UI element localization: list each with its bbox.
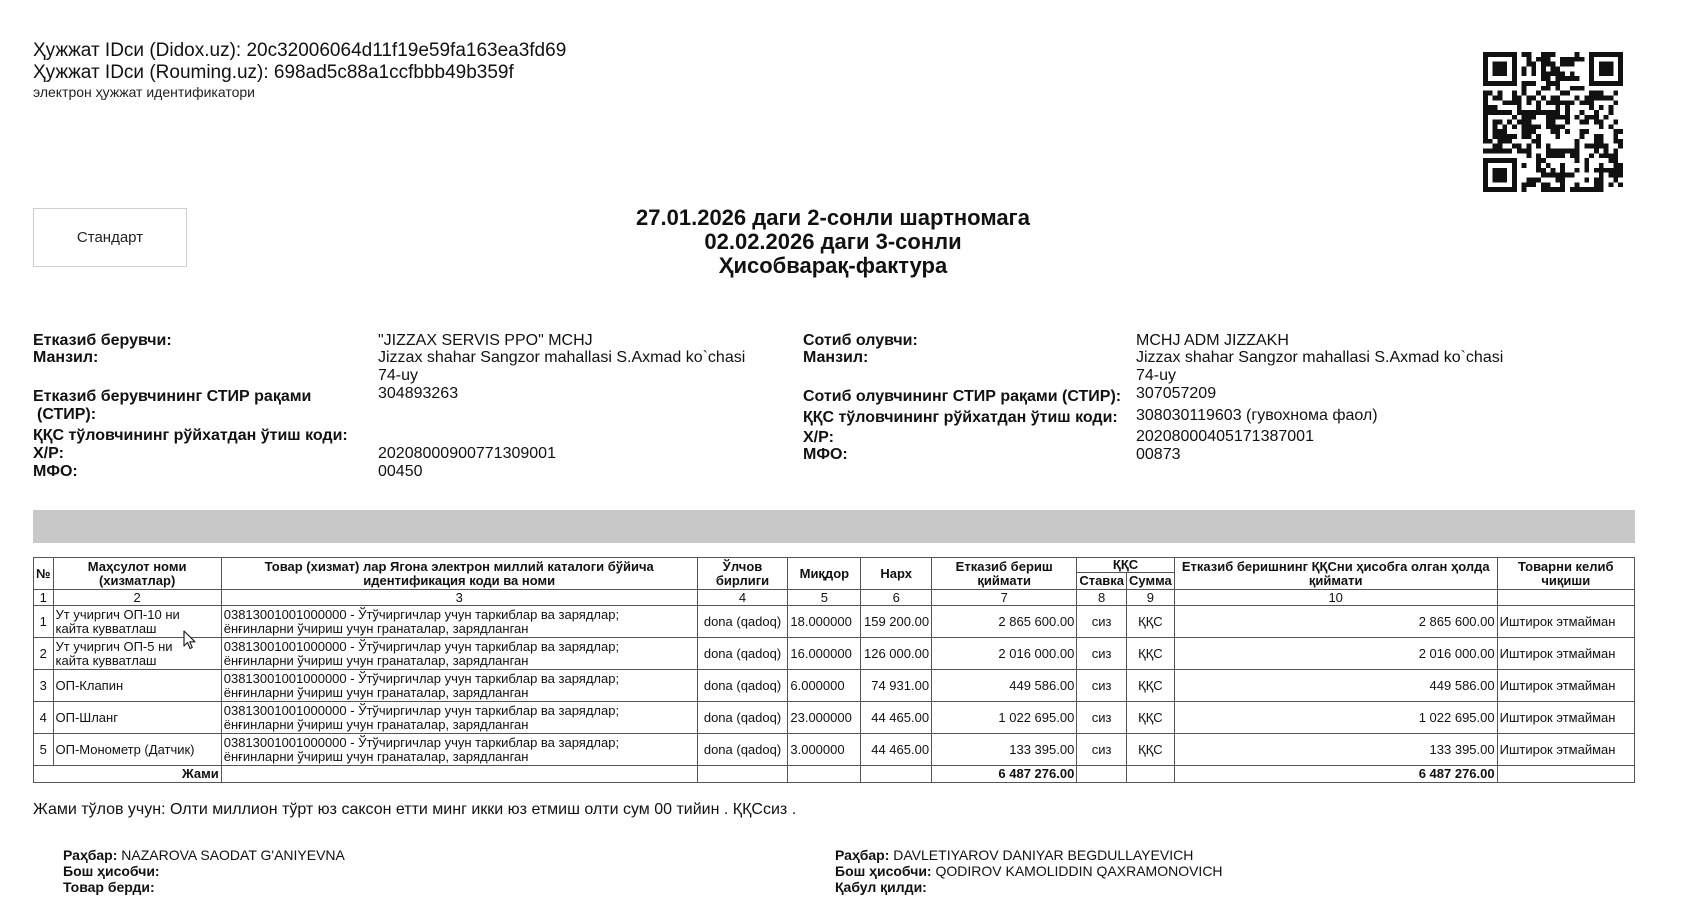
table-row <box>34 606 1635 638</box>
row-product-name: ОП-Шланг <box>53 702 221 734</box>
supplier-address-label: Манзил: <box>33 349 99 366</box>
buyer-address-2: 74-uy <box>1136 367 1177 384</box>
row-vat-sum: ҚҚС <box>1127 734 1175 766</box>
invoice-items-table <box>33 557 1635 783</box>
row-num: 4 <box>34 702 54 734</box>
title-number-line: 02.02.2026 даги 3-сонли <box>704 229 962 254</box>
col-origin-header: Товарни келиб чиқиши <box>1497 558 1634 590</box>
buyer-vat: 308030119603 (гувохнома фаол) <box>1136 407 1378 424</box>
table-index-row <box>34 590 1635 606</box>
title-invoice-line: Ҳисобварақ-фактура <box>718 253 948 278</box>
row-vat-rate: сиз <box>1077 702 1127 734</box>
col-index <box>1497 590 1634 606</box>
row-vat-sum: ҚҚС <box>1127 702 1175 734</box>
supplier-mfo-label: МФО: <box>33 463 78 480</box>
row-price: 44 465.00 <box>861 702 932 734</box>
received-by-label: Қабул қилди: <box>835 879 927 895</box>
row-origin: Иштирок этмайман <box>1497 606 1634 638</box>
col-price-header: Нарх <box>861 558 932 590</box>
row-origin: Иштирок этмайман <box>1497 702 1634 734</box>
supplier-name: "JIZZAX SERVIS PPO" MCHJ <box>378 332 593 349</box>
row-qty: 23.000000 <box>788 702 861 734</box>
supplier-head: NAZAROVA SAODAT G'ANIYEVNA <box>121 847 345 863</box>
buyer-account: 20208000405171387001 <box>1136 428 1314 445</box>
buyer-accountant-label: Бош ҳисобчи: <box>835 863 932 879</box>
col-index: 7 <box>932 590 1077 606</box>
row-total: 2 865 600.00 <box>1174 606 1497 638</box>
col-index: 1 <box>34 590 54 606</box>
row-product-name: Ут учиргич ОП-5 ни кайта кувватлаш <box>53 638 221 670</box>
col-index: 2 <box>53 590 221 606</box>
standard-button[interactable]: Стандарт <box>33 208 187 267</box>
col-qty-header: Миқдор <box>788 558 861 590</box>
row-vat-sum: ҚҚС <box>1127 606 1175 638</box>
col-vat-sum-header: Сумма <box>1127 573 1175 590</box>
row-product-name: ОП-Монометр (Датчик) <box>53 734 221 766</box>
row-price: 159 200.00 <box>861 606 932 638</box>
row-num: 2 <box>34 638 54 670</box>
row-qty: 6.000000 <box>788 670 861 702</box>
supplier-account-label: Х/Р: <box>33 445 64 462</box>
col-vat-rate-header: Ставка <box>1077 573 1127 590</box>
row-product-name: ОП-Клапин <box>53 670 221 702</box>
supplier-tin-label-2: (СТИР): <box>37 406 97 423</box>
col-unit-header: Ўлчов бирлиги <box>697 558 788 590</box>
row-supply: 1 022 695.00 <box>932 702 1077 734</box>
document-title <box>400 206 1266 278</box>
buyer-tin-label: Сотиб олувчининг СТИР рақами (СТИР): <box>803 388 1122 405</box>
col-index: 8 <box>1077 590 1127 606</box>
row-vat-rate: сиз <box>1077 670 1127 702</box>
row-num: 3 <box>34 670 54 702</box>
row-catalog: 03813001001000000 - Ўтўчиргичлар учун таркиблар ва зарядлар; ёнғинларни ўчириш учун гранаталар, зарядланган <box>221 638 697 670</box>
row-origin: Иштирок этмайман <box>1497 670 1634 702</box>
buyer-name-label: Сотиб олувчи: <box>803 332 918 349</box>
col-index: 6 <box>861 590 932 606</box>
mouse-cursor-icon <box>183 630 197 650</box>
col-num-header: № <box>34 558 54 590</box>
buyer-address-label: Манзил: <box>803 349 869 366</box>
table-row <box>34 638 1635 670</box>
buyer-vat-label: ҚҚС тўловчининг рўйхатдан ўтиш коди: <box>803 409 1118 426</box>
supplier-name-label: Етказиб берувчи: <box>33 332 172 349</box>
supplier-signatures <box>63 847 345 895</box>
row-vat-rate: сиз <box>1077 606 1127 638</box>
row-supply: 2 016 000.00 <box>932 638 1077 670</box>
title-contract-line: 27.01.2026 даги 2-сонли шартномага <box>636 205 1030 230</box>
buyer-mfo: 00873 <box>1136 446 1181 463</box>
row-supply: 449 586.00 <box>932 670 1077 702</box>
row-total: 133 395.00 <box>1174 734 1497 766</box>
row-catalog: 03813001001000000 - Ўтўчиргичлар учун таркиблар ва зарядлар; ёнғинларни ўчириш учун гранаталар, зарядланган <box>221 702 697 734</box>
row-vat-rate: сиз <box>1077 638 1127 670</box>
row-num: 1 <box>34 606 54 638</box>
table-row <box>34 670 1635 702</box>
totals-with-vat: 6 487 276.00 <box>1174 766 1497 783</box>
col-product-header: Маҳсулот номи (хизматлар) <box>53 558 221 590</box>
col-index: 10 <box>1174 590 1497 606</box>
col-catalog-header: Товар (хизмат) лар Ягона электрон миллий каталоги бўйича идентификация коди ва номи <box>221 558 697 590</box>
row-qty: 16.000000 <box>788 638 861 670</box>
section-divider-bar <box>33 510 1635 543</box>
row-price: 74 931.00 <box>861 670 932 702</box>
buyer-tin: 307057209 <box>1136 385 1217 402</box>
supplier-head-label: Раҳбар: <box>63 847 118 863</box>
supplier-mfo: 00450 <box>378 463 423 480</box>
supplier-vat-label: ҚҚС тўловчининг рўйхатдан ўтиш коди: <box>33 427 348 444</box>
row-catalog: 03813001001000000 - Ўтўчиргичлар учун таркиблар ва зарядлар; ёнғинларни ўчириш учун гранаталар, зарядланган <box>221 670 697 702</box>
row-total: 449 586.00 <box>1174 670 1497 702</box>
row-qty: 18.000000 <box>788 606 861 638</box>
row-num: 5 <box>34 734 54 766</box>
row-origin: Иштирок этмайман <box>1497 638 1634 670</box>
row-unit: dona (qadoq) <box>697 702 788 734</box>
id-caption: электрон ҳужжат идентификатори <box>33 84 255 100</box>
row-total: 1 022 695.00 <box>1174 702 1497 734</box>
totals-supply: 6 487 276.00 <box>932 766 1077 783</box>
document-ids <box>33 40 566 101</box>
col-vat-header: ҚҚС <box>1077 558 1174 573</box>
row-unit: dona (qadoq) <box>697 670 788 702</box>
table-row <box>34 734 1635 766</box>
supplier-accountant-label: Бош ҳисобчи: <box>63 863 160 879</box>
buyer-block <box>803 332 1563 492</box>
supplier-tin-label-1: Етказиб берувчининг СТИР рақами <box>33 388 312 405</box>
row-vat-rate: сиз <box>1077 734 1127 766</box>
supplier-address-1: Jizzax shahar Sangzor mahallasi S.Axmad ko`chasi <box>378 349 746 366</box>
buyer-name: MCHJ ADM JIZZAKH <box>1136 332 1289 349</box>
row-vat-sum: ҚҚС <box>1127 638 1175 670</box>
row-origin: Иштирок этмайман <box>1497 734 1634 766</box>
col-index: 9 <box>1127 590 1175 606</box>
col-supply-header: Етказиб бериш қиймати <box>932 558 1077 590</box>
col-total-header: Етказиб беришнинг ҚҚСни ҳисобга олган ҳолда қиймати <box>1174 558 1497 590</box>
didox-id: Ҳужжат IDси (Didox.uz): 20c32006064d11f19e59fa163ea3fd69 <box>33 40 567 61</box>
row-product-name: Ут учиргич ОП-10 ни кайта кувватлаш <box>53 606 221 638</box>
row-supply: 2 865 600.00 <box>932 606 1077 638</box>
row-total: 2 016 000.00 <box>1174 638 1497 670</box>
row-unit: dona (qadoq) <box>697 734 788 766</box>
buyer-account-label: Х/Р: <box>803 429 834 446</box>
buyer-signatures <box>835 847 1223 895</box>
table-header-row <box>34 558 1635 573</box>
total-in-words: Жами тўлов учун: Олти миллион тўрт юз саксон етти минг икки юз етмиш олти сум 00 тийин . ҚҚСсиз . <box>33 801 797 818</box>
row-vat-sum: ҚҚС <box>1127 670 1175 702</box>
buyer-address-1: Jizzax shahar Sangzor mahallasi S.Axmad ko`chasi <box>1136 349 1504 366</box>
row-price: 126 000.00 <box>861 638 932 670</box>
buyer-accountant: QODIROV KAMOLIDDIN QAXRAMONOVICH <box>935 863 1223 879</box>
table-totals-row <box>34 766 1635 783</box>
col-index: 3 <box>221 590 697 606</box>
row-unit: dona (qadoq) <box>697 606 788 638</box>
table-row <box>34 702 1635 734</box>
totals-label: Жами <box>34 766 222 783</box>
row-price: 44 465.00 <box>861 734 932 766</box>
supplier-block <box>33 332 753 492</box>
row-unit: dona (qadoq) <box>697 638 788 670</box>
row-catalog: 03813001001000000 - Ўтўчиргичлар учун таркиблар ва зарядлар; ёнғинларни ўчириш учун гранаталар, зарядланган <box>221 734 697 766</box>
buyer-mfo-label: МФО: <box>803 446 848 463</box>
supplier-address-2: 74-uy <box>378 367 419 384</box>
qr-code-icon <box>1483 52 1623 192</box>
col-index: 5 <box>788 590 861 606</box>
released-by-label: Товар берди: <box>63 879 155 895</box>
row-supply: 133 395.00 <box>932 734 1077 766</box>
supplier-account: 20208000900771309001 <box>378 445 556 462</box>
row-catalog: 03813001001000000 - Ўтўчиргичлар учун таркиблар ва зарядлар; ёнғинларни ўчириш учун гранаталар, зарядланган <box>221 606 697 638</box>
buyer-head: DAVLETIYAROV DANIYAR BEGDULLAYEVICH <box>893 847 1194 863</box>
rouming-id: Ҳужжат IDси (Rouming.uz): 698ad5c88a1ccfbbb49b359f <box>33 62 514 83</box>
buyer-head-label: Раҳбар: <box>835 847 890 863</box>
supplier-tin: 304893263 <box>378 385 459 402</box>
row-qty: 3.000000 <box>788 734 861 766</box>
col-index: 4 <box>697 590 788 606</box>
